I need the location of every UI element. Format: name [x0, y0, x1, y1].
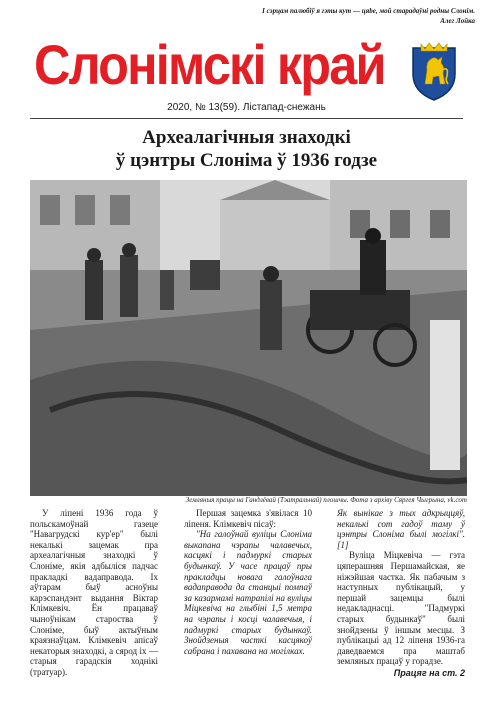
headline	[30, 126, 463, 172]
article-paragraph: У ліпені 1936 года ў польскамоўнай газеце "Навагрудскі кур'ер" былі некалькі зацемак пра археалагічныя знаходкі ў Слоніме, якія адбыліся падчас пракладкі вадаправода. Іх аўтарам быў асноўны карэспандэнт выдання Віктар Клімкевіч. Ён працаваў чыноўнікам староства ў Слоніме, быў актыўным краязнаўцам. Клімкевіч апісаў некаторыя знаходкі, а сярод іх — старыя гарадскія ходнікі (тратуар).	[30, 508, 158, 677]
article-quote-end: Як вынікае з тых адкрыццяў, некалькі сот гадоў таму ў цэнтры Слоніма былі могілкі".[1]	[337, 508, 465, 550]
headline-line-1: Археалагічныя знаходкі	[142, 127, 351, 148]
header-divider	[30, 118, 463, 119]
article-column-3	[337, 508, 465, 679]
article-quote: "На галоўнай вуліцы Слоніма выкапана чэрапы чалавечых, касцякі і падмуркі старых будынкаў. У часе працаў пры пракладцы новага галоўнага вадаправода да станцыі помпаў за казармамі натрапілі на вуліцы Міцкевіча на глыбіні 1,5 метра на чэрапы і косці чалавечыя, і падмуркі старых будынкаў. Знойдзеныя часткі касцякоў сабрана і пахавана на могілках.	[184, 529, 312, 656]
archival-photo	[30, 180, 467, 496]
headline-line-2: ў цэнтры Слоніма ў 1936 годзе	[115, 150, 378, 171]
article-column-2	[184, 508, 312, 656]
slonim-coat-of-arms-icon	[409, 40, 459, 102]
continued-link[interactable]: Працяг на ст. 2	[393, 667, 465, 678]
epigraph	[175, 6, 475, 26]
masthead-title: Слонімскі край	[34, 33, 385, 96]
masthead	[34, 30, 394, 104]
issue-line: 2020, № 13(59). Лістапад-снежань	[167, 102, 326, 113]
article-paragraph: Першая зацемка з'явілася 10 ліпеня. Клімкевіч пісаў:	[184, 508, 312, 529]
article-paragraph: Вуліца Міцкевіча — гэта цяперашняя Першамайская, яе ніжэйшая частка. Як пабачым з наступных публікацый, у першай зацемцы былі недакладнасці. "Падмуркі старых будынкаў" былі знойдзены ў іншым месцы. З публікацыі ад 12 ліпеня 1936-га даведваемся пра маштаб земляных працаў у горадзе.	[337, 550, 465, 667]
article-column-1	[30, 508, 158, 678]
photo-caption: Земляныя працы на Гандлёвай (Тэатральнай) плошчы. Фота з архіву Сяргея Чыгрына, vk.com	[185, 496, 467, 504]
epigraph-author: Алег Лойка	[440, 17, 475, 25]
epigraph-text: І сэрцам палюбіў я гэты кут — цяbe, мой старадаўні родны Слонім.	[262, 7, 475, 15]
